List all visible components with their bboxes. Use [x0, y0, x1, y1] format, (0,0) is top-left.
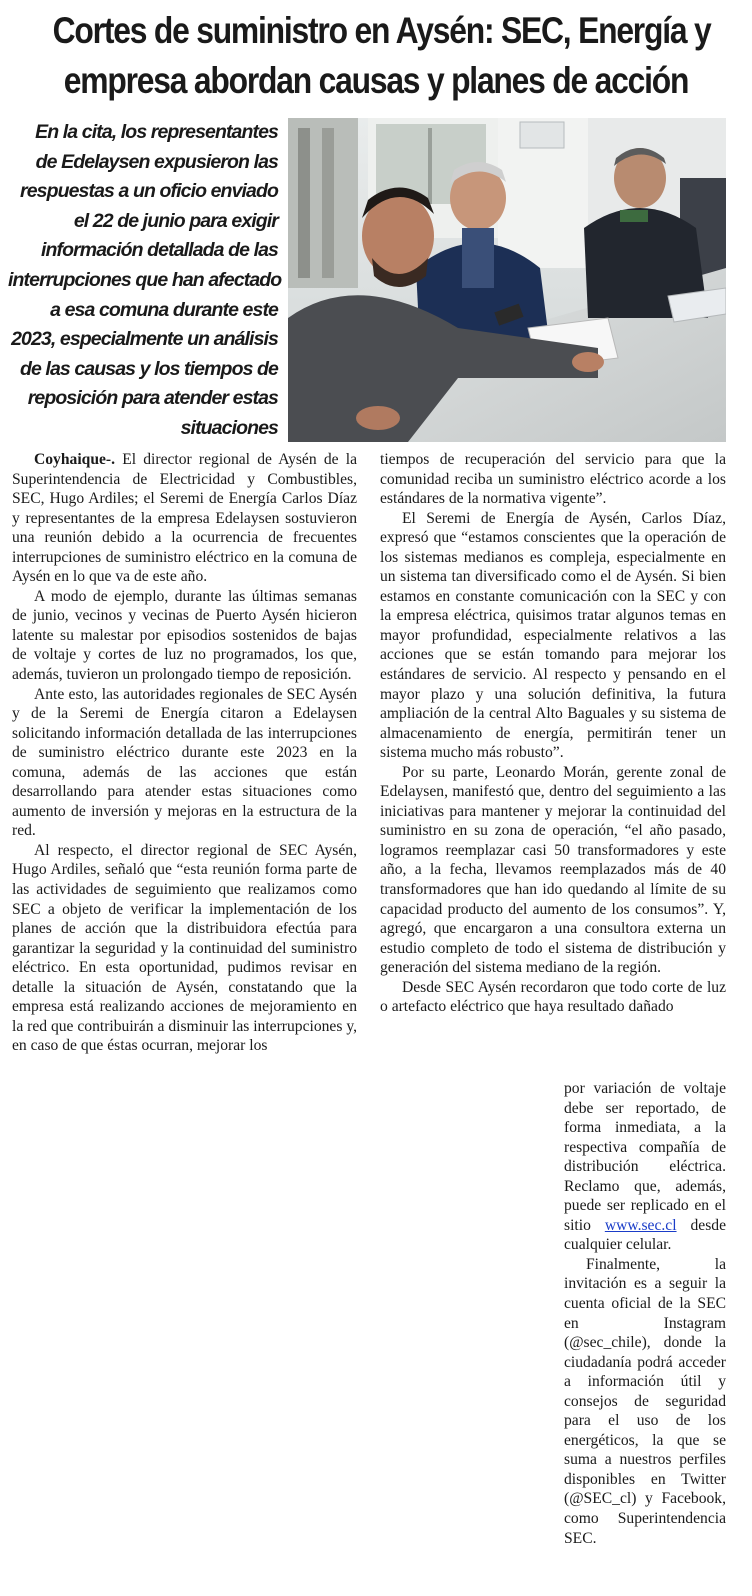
dateline: Coyhaique-. — [34, 451, 116, 468]
meeting-photo — [288, 118, 726, 442]
lead-line: situaciones — [180, 416, 278, 439]
lead-line: a esa comuna durante este — [50, 298, 278, 321]
sec-website-link[interactable]: www.sec.cl — [604, 1216, 677, 1234]
lead-line: de las causas y los tiempos de — [19, 357, 278, 380]
article-paragraph: Por su parte, Leonardo Morán, gerente zonal de Edelaysen, manifestó que, dentro del seguimiento a las iniciativas para mantener y mejorar la continuidad del suministro en su zona de operación, “el año pasado, logramos reemplazar casi 50 transformadores y este año, a la fecha, llevamos reemplazados más de 40 transformadores que han ido quedando al límite de su capacidad producto del aumento de los consumos”. Y, agregó, que encargaron a una consultora externa un estudio completo de todo el sistema de distribución y generación del sistema mediano de la región. — [380, 763, 726, 977]
article-paragraph: A modo de ejemplo, durante las últimas semanas de junio, vecinos y vecinas de Puerto Aysén hicieron latente su malestar por episodios sostenidos de bajas de voltaje y cortes de luz no programados, los que, además, tuvieron un prolongado tiempo de reposición. — [12, 587, 357, 684]
article-paragraph: Al respecto, el director regional de SEC Aysén, Hugo Ardiles, señaló que “esta reunión forma parte de las actividades de seguimiento que realizamos como SEC a objeto de verificar la implementación de los planes de acción que la distribuidora efectúa para garantizar la seguridad y la continuidad del suministro eléctrico. En esta oportunidad, pudimos revisar en detalle la situación de Aysén, constatando que la empresa está realizando acciones de mejoramiento en la red que contribuirán a disminuir las interrupciones y, en caso de que éstas ocurran, mejorar los — [12, 841, 357, 1055]
lead-line: de Edelaysen expusieron las — [35, 150, 278, 173]
lead-line: respuestas a un oficio enviado — [20, 180, 278, 203]
article-paragraph: tiempos de recuperación del servicio para que la comunidad reciba un suministro eléctrico acorde a los estándares de la normativa vigente”. — [380, 451, 726, 508]
article-column-right — [380, 450, 726, 1017]
lead-line: el 22 de junio para exigir — [73, 209, 278, 232]
article-paragraph: Desde SEC Aysén recordaron que todo corte de luz o artefacto eléctrico que haya resultado dañado — [380, 978, 726, 1016]
article-paragraph: por variación de voltaje debe ser reportado, de forma inmediata, a la respectiva compañía de distribución eléctrica. Reclamo que, además, puede ser replicado en el sitio www.sec.cl desde cualquier celular. — [564, 1080, 726, 1254]
lead-line: 2023, especialmente un análisis — [11, 328, 278, 351]
lead-line: información detallada de las — [40, 239, 278, 262]
headline-line-2: empresa abordan causas y planes de acción — [63, 60, 689, 101]
article-column-left — [12, 450, 357, 1056]
article-paragraph: Ante esto, las autoridades regionales de SEC Aysén y de la Seremi de Energía citaron a Edelaysen solicitando información detallada de las interrupciones de suministro eléctrico durante este 2023 en la comuna, además de las acciones que están desarrollando para atender estas situaciones como aumento de inversión y mejoras en la estructura de la red. — [12, 685, 357, 840]
lead-line: reposición para atender estas — [27, 387, 278, 410]
lead-line: En la cita, los representantes — [35, 121, 278, 143]
article-paragraph: Finalmente, la invitación es a seguir la cuenta oficial de la SEC en Instagram (@sec_chile), donde la ciudadanía podrá acceder a información útil y consejos de seguridad para el uso de los energéticos, la que se suma a nuestros perfiles disponibles en Twitter (@SEC_cl) y Facebook, como Superintendencia SEC. — [564, 1255, 726, 1547]
article-paragraph: Coyhaique-. El director regional de Aysén de la Superintendencia de Electricidad y Combustibles, SEC, Hugo Ardiles; el Seremi de Energía Carlos Díaz y representantes de la empresa Edelaysen sostuvieron una reunión debido a la ocurrencia de frecuentes interrupciones de suministro eléctrico en la comuna de Aysén en lo que va de este año. — [12, 451, 357, 586]
article-headline — [52, 6, 711, 106]
lead-summary — [8, 118, 282, 444]
article-paragraph: El Seremi de Energía de Aysén, Carlos Díaz, expresó que “estamos conscientes que la operación de los sistemas medianos es compleja, especialmente en un sistema tan diversificado como el de Aysén. Si bien estamos en constante comunicación con la SEC y con la empresa eléctrica, quisimos tratar algunos temas en mayor profundidad, especialmente relativos a las acciones que se están tomando para mejorar los estándares de servicio. Al respecto y pensando en el mayor plazo y una solución definitiva, la futura ampliación de la central Alto Baguales y su sistema de almacenamiento de energía, permitirán tener un sistema mucho más robusto”. — [380, 509, 726, 762]
article-column-narrow — [564, 1079, 726, 1548]
headline-line-1: Cortes de suministro en Aysén: SEC, Energía y — [52, 10, 711, 51]
lead-line: interrupciones que han afectado — [8, 268, 282, 291]
